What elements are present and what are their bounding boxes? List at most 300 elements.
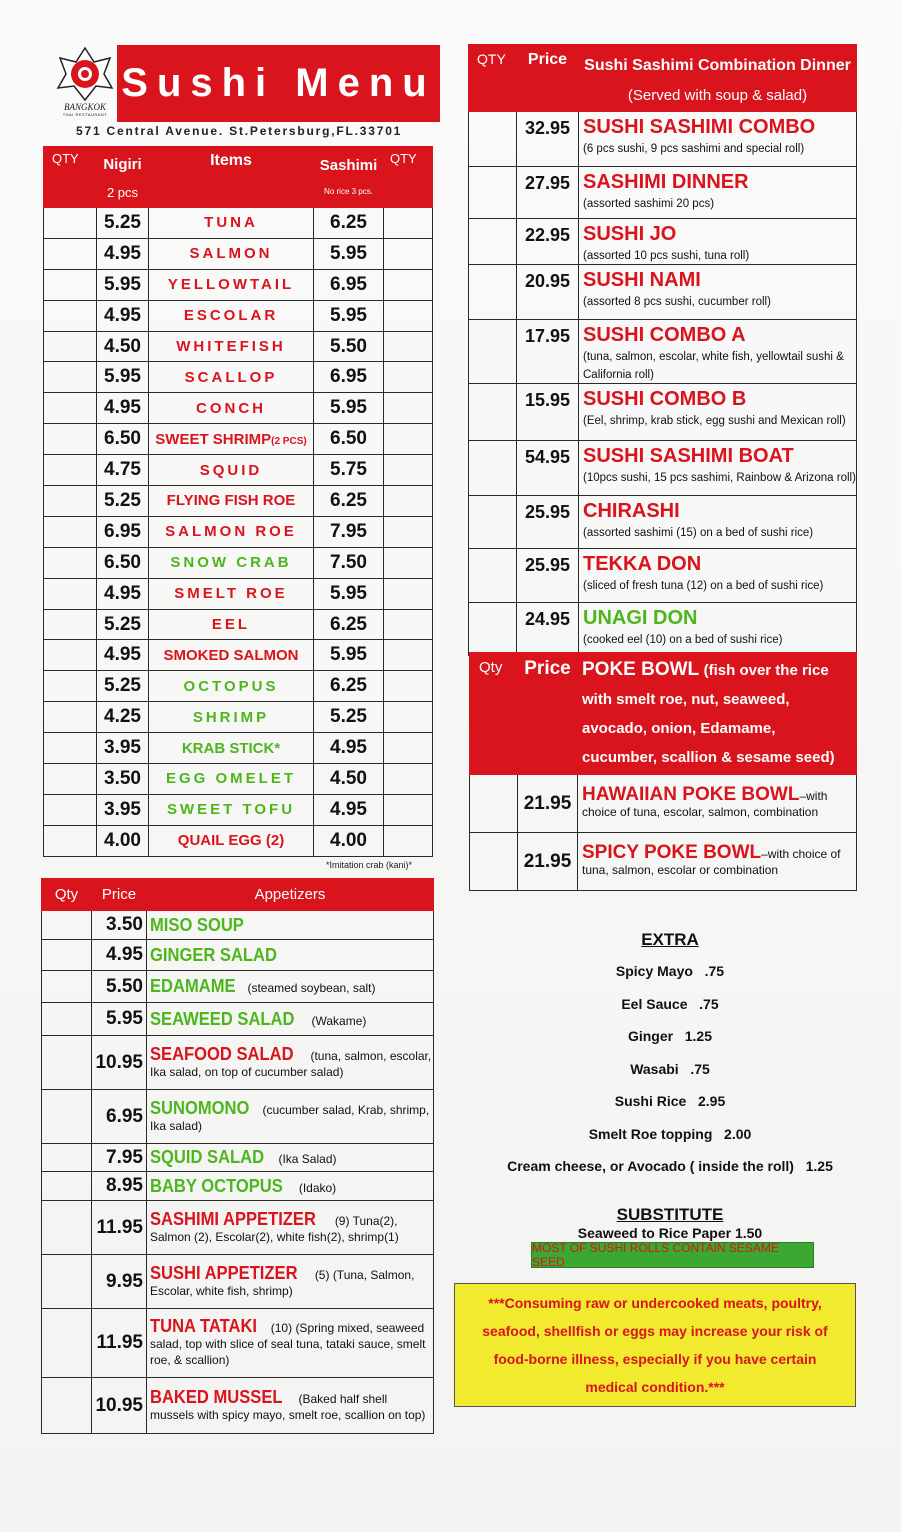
appetizer-qty-cell[interactable] (42, 1003, 92, 1036)
extras-section (480, 930, 860, 1241)
appetizer-row (42, 1309, 434, 1378)
appetizer-price: 4.95 (92, 940, 147, 971)
sashimi-price: 4.50 (314, 764, 384, 795)
nigiri-item-name: SNOW CRAB (170, 554, 292, 572)
poke-item (578, 775, 857, 833)
nigiri-item (149, 547, 314, 578)
combo-description: (Eel, shrimp, krab stick, egg sushi and Mexican roll) (583, 415, 846, 427)
combo-title: Sushi Sashimi Combination Dinner (584, 57, 851, 74)
sashimi-qty-cell[interactable] (384, 516, 433, 547)
poke-item (578, 833, 857, 891)
nigiri-item-name: SMELT ROE (174, 585, 288, 603)
extra-item: Spicy Mayo .75 (615, 963, 725, 979)
combo-price-header: Price (517, 45, 579, 112)
nigiri-price: 6.50 (97, 424, 149, 455)
nigiri-price: 4.75 (97, 455, 149, 486)
appetizer-price: 9.95 (92, 1255, 147, 1309)
sashimi-qty-cell[interactable] (384, 331, 433, 362)
sashimi-price: 5.50 (314, 331, 384, 362)
extra-item: Smelt Roe topping 2.00 (588, 1125, 752, 1142)
nigiri-row (44, 486, 433, 517)
nigiri-item (149, 702, 314, 733)
extras-list (480, 963, 860, 1191)
poke-price-header: Price (518, 653, 578, 775)
appetizer-qty-cell[interactable] (42, 971, 92, 1003)
nigiri-item-name: FLYING FISH ROE (166, 492, 296, 510)
appetizer-item (147, 1144, 434, 1172)
nigiri-qty-cell[interactable] (44, 547, 97, 578)
sashimi-price: 7.50 (314, 547, 384, 578)
combo-qty-cell[interactable] (469, 112, 517, 167)
nigiri-price: 3.95 (97, 733, 149, 764)
items-header: Items (149, 147, 314, 208)
combo-price: 24.95 (517, 603, 579, 656)
appetizer-item (147, 1309, 434, 1378)
nigiri-qty-cell[interactable] (44, 238, 97, 269)
nigiri-row (44, 269, 433, 300)
restaurant-address: 571 Central Avenue. St.Petersburg,FL.33701 (76, 124, 403, 138)
nigiri-qty-cell[interactable] (44, 455, 97, 486)
appetizer-qty-cell[interactable] (42, 1201, 92, 1255)
nigiri-qty-cell[interactable] (44, 208, 97, 239)
appetizer-qty-cell[interactable] (42, 1144, 92, 1172)
nigiri-row (44, 609, 433, 640)
combo-price: 25.95 (517, 496, 579, 549)
sashimi-price: 4.95 (314, 733, 384, 764)
appetizer-item (147, 1201, 434, 1255)
combo-qty-cell[interactable] (469, 219, 517, 265)
combo-qty-cell[interactable] (469, 167, 517, 219)
combo-item (579, 219, 857, 265)
sashimi-price: 6.95 (314, 269, 384, 300)
appetizer-qty-cell[interactable] (42, 1090, 92, 1144)
nigiri-item-name: SHRIMP (192, 708, 270, 726)
appetizers-header: Appetizers (147, 879, 434, 911)
nigiri-price: 3.50 (97, 764, 149, 795)
nigiri-rows (44, 208, 433, 857)
sashimi-header-sub: No rice 3 pcs. (324, 187, 373, 196)
nigiri-qty-cell[interactable] (44, 516, 97, 547)
nigiri-row (44, 362, 433, 393)
nigiri-item (149, 362, 314, 393)
logo-subtext: THAI RESTAURANT (62, 112, 108, 117)
appetizer-qty-cell[interactable] (42, 1172, 92, 1201)
appetizer-qty-cell[interactable] (42, 1309, 92, 1378)
restaurant-logo (54, 44, 116, 120)
nigiri-price: 6.95 (97, 516, 149, 547)
combo-subtitle: (Served with soup & salad) (627, 87, 808, 104)
nigiri-qty-cell[interactable] (44, 424, 97, 455)
sashimi-qty-cell[interactable] (384, 794, 433, 825)
nigiri-item-name: CONCH (196, 399, 266, 417)
combo-price: 32.95 (517, 112, 579, 167)
appetizer-qty-cell[interactable] (42, 940, 92, 971)
combo-qty-header: QTY (469, 45, 517, 112)
nigiri-item (149, 609, 314, 640)
combo-price: 17.95 (517, 320, 579, 384)
combo-price: 22.95 (517, 219, 579, 265)
appetizer-description: (Baked half shell mussels with spicy mayo, smelt roe, scallion on top) (150, 1391, 426, 1422)
combo-row (469, 265, 857, 320)
sashimi-qty-cell[interactable] (384, 300, 433, 331)
poke-name: HAWAIIAN POKE BOWL (582, 784, 800, 805)
appetizer-price: 5.50 (92, 971, 147, 1003)
nigiri-price: 5.25 (97, 671, 149, 702)
nigiri-row (44, 671, 433, 702)
appetizer-item (147, 971, 434, 1003)
nigiri-price: 5.95 (97, 362, 149, 393)
sashimi-price: 5.75 (314, 455, 384, 486)
appetizer-qty-header: Qty (42, 879, 92, 911)
poke-qty-cell[interactable] (470, 775, 518, 833)
appetizer-name: GINGER SALAD (150, 944, 277, 965)
sashimi-qty-cell[interactable] (384, 424, 433, 455)
appetizer-row (42, 1036, 434, 1090)
appetizer-row (42, 911, 434, 940)
poke-bowl-table (469, 652, 857, 891)
appetizer-name: SUSHI APPETIZER (150, 1262, 298, 1283)
sashimi-price: 5.95 (314, 640, 384, 671)
nigiri-item (149, 331, 314, 362)
appetizer-item (147, 1090, 434, 1144)
combo-name: SUSHI COMBO A (583, 324, 746, 346)
combo-row (469, 496, 857, 549)
nigiri-price: 4.50 (97, 331, 149, 362)
appetizer-rows (42, 911, 434, 1434)
combo-name: SUSHI COMBO B (583, 388, 747, 410)
nigiri-qty-cell[interactable] (44, 578, 97, 609)
nigiri-item-name: SMOKED SALMON (163, 646, 299, 664)
combo-name: SUSHI SASHIMI BOAT (583, 445, 794, 467)
appetizer-price: 11.95 (92, 1309, 147, 1378)
nigiri-row (44, 794, 433, 825)
nigiri-price: 4.95 (97, 393, 149, 424)
appetizer-name: EDAMAME (150, 976, 236, 996)
sashimi-qty-cell[interactable] (384, 764, 433, 795)
combo-name: SASHIMI DINNER (583, 171, 749, 193)
combo-qty-cell[interactable] (469, 265, 517, 320)
nigiri-row (44, 547, 433, 578)
appetizer-description: (9) Tuna(2), Salmon (2), Escolar(2), white fish(2), shrimp(1) (150, 1213, 399, 1244)
combination-dinner-table (468, 44, 857, 656)
sashimi-price: 5.25 (314, 702, 384, 733)
nigiri-row (44, 238, 433, 269)
nigiri-price: 4.00 (97, 825, 149, 856)
combo-price: 27.95 (517, 167, 579, 219)
sashimi-price: 6.50 (314, 424, 384, 455)
nigiri-item-name: SALMON ROE (165, 523, 297, 541)
combo-description: (cooked eel (10) on a bed of sushi rice) (583, 634, 783, 646)
nigiri-row (44, 516, 433, 547)
nigiri-row (44, 393, 433, 424)
combo-row (469, 320, 857, 384)
sashimi-header (314, 147, 384, 208)
poke-header (578, 653, 857, 775)
sashimi-qty-cell[interactable] (384, 609, 433, 640)
appetizer-row (42, 971, 434, 1003)
nigiri-qty-cell[interactable] (44, 702, 97, 733)
appetizer-item (147, 940, 434, 971)
nigiri-header-sub: 2 pcs (106, 185, 139, 200)
appetizer-name: BAKED MUSSEL (150, 1386, 283, 1407)
nigiri-item-name: SQUID (199, 461, 263, 479)
nigiri-qty-cell[interactable] (44, 362, 97, 393)
imitation-crab-footnote: *Imitation crab (kani)* (326, 860, 413, 870)
nigiri-item (149, 208, 314, 239)
nigiri-item (149, 794, 314, 825)
nigiri-qty-cell[interactable] (44, 794, 97, 825)
appetizer-row (42, 940, 434, 971)
nigiri-item (149, 455, 314, 486)
nigiri-price: 4.95 (97, 238, 149, 269)
combo-item (579, 549, 857, 603)
nigiri-qty-cell[interactable] (44, 733, 97, 764)
appetizer-row (42, 1378, 434, 1434)
nigiri-price: 4.95 (97, 300, 149, 331)
nigiri-qty-cell[interactable] (44, 269, 97, 300)
extra-item: Eel Sauce .75 (621, 995, 719, 1012)
nigiri-price: 4.25 (97, 702, 149, 733)
combo-item (579, 265, 857, 320)
nigiri-item (149, 825, 314, 856)
nigiri-item-name: SALMON (189, 245, 273, 263)
sashimi-qty-cell[interactable] (384, 702, 433, 733)
appetizer-item (147, 1036, 434, 1090)
sashimi-qty-cell[interactable] (384, 208, 433, 239)
appetizer-qty-cell[interactable] (42, 1255, 92, 1309)
appetizer-name: SQUID SALAD (150, 1147, 265, 1167)
sashimi-qty-cell[interactable] (384, 362, 433, 393)
nigiri-qty-cell[interactable] (44, 671, 97, 702)
appetizer-item (147, 1378, 434, 1434)
poke-description: –with choice of tuna, escolar, salmon, combination (582, 789, 828, 819)
poke-row (470, 775, 857, 833)
nigiri-item (149, 671, 314, 702)
appetizer-price: 6.95 (92, 1090, 147, 1144)
sashimi-price: 5.95 (314, 238, 384, 269)
combo-qty-cell[interactable] (469, 496, 517, 549)
combo-description: (tuna, salmon, escolar, white fish, yellowtail sushi & California roll) (583, 351, 844, 381)
sashimi-price: 6.25 (314, 208, 384, 239)
combo-price: 25.95 (517, 549, 579, 603)
nigiri-row (44, 208, 433, 239)
nigiri-item (149, 486, 314, 517)
combo-rows (469, 112, 857, 656)
combo-item (579, 112, 857, 167)
appetizer-item (147, 1003, 434, 1036)
sashimi-qty-cell[interactable] (384, 486, 433, 517)
combo-item (579, 167, 857, 219)
extra-item: Cream cheese, or Avocado ( inside the roll) 1.25 (507, 1158, 833, 1174)
combo-item (579, 320, 857, 384)
poke-qty-cell[interactable] (470, 833, 518, 891)
nigiri-item (149, 424, 314, 455)
combo-price: 54.95 (517, 441, 579, 496)
sesame-allergy-note: MOST OF SUSHI ROLLS CONTAIN SESAME SEED (531, 1242, 814, 1268)
nigiri-item (149, 640, 314, 671)
nigiri-qty-cell[interactable] (44, 486, 97, 517)
nigiri-item (149, 764, 314, 795)
appetizer-name: BABY OCTOPUS (150, 1175, 283, 1196)
nigiri-qty-cell[interactable] (44, 764, 97, 795)
nigiri-qty-header: QTY (44, 147, 97, 208)
sashimi-qty-cell[interactable] (384, 733, 433, 764)
combo-qty-cell[interactable] (469, 384, 517, 441)
sashimi-qty-cell[interactable] (384, 825, 433, 856)
appetizer-qty-cell[interactable] (42, 1036, 92, 1090)
appetizer-price: 10.95 (92, 1378, 147, 1434)
nigiri-item (149, 578, 314, 609)
sashimi-qty-cell[interactable] (384, 547, 433, 578)
nigiri-item (149, 238, 314, 269)
nigiri-sashimi-table (43, 146, 433, 857)
combo-qty-cell[interactable] (469, 549, 517, 603)
poke-price: 21.95 (518, 833, 578, 891)
combo-row (469, 603, 857, 656)
nigiri-price: 5.95 (97, 269, 149, 300)
nigiri-row (44, 764, 433, 795)
extra-item: Ginger 1.25 (627, 1028, 713, 1044)
menu-title: Sushi Menu (117, 45, 440, 122)
sashimi-price: 5.95 (314, 578, 384, 609)
combo-item (579, 603, 857, 656)
nigiri-qty-cell[interactable] (44, 393, 97, 424)
sashimi-qty-cell[interactable] (384, 671, 433, 702)
appetizer-name: SEAFOOD SALAD (150, 1043, 294, 1064)
appetizer-description: (Wakame) (311, 1013, 367, 1028)
nigiri-item-name: EEL (211, 616, 251, 634)
appetizer-description: (Idako) (298, 1180, 337, 1195)
combo-description: (10pcs sushi, 15 pcs sashimi, Rainbow & Arizona roll) (583, 472, 856, 484)
sashimi-qty-cell[interactable] (384, 640, 433, 671)
appetizers-table (41, 878, 434, 1434)
nigiri-qty-cell[interactable] (44, 331, 97, 362)
nigiri-item-name: WHITEFISH (176, 338, 286, 355)
combo-description: (assorted 8 pcs sushi, cucumber roll) (583, 296, 771, 308)
combo-description: (6 pcs sushi, 9 pcs sashimi and special roll) (583, 143, 805, 155)
appetizer-description: (5) (Tuna, Salmon, Escolar, white fish, shrimp) (150, 1267, 415, 1298)
nigiri-price: 5.25 (97, 208, 149, 239)
nigiri-item-name: QUAIL EGG (2) (177, 832, 285, 850)
appetizer-description: (tuna, salmon, escolar, Ika salad, on top of cucumber salad) (150, 1048, 432, 1079)
nigiri-item (149, 300, 314, 331)
sashimi-price: 6.25 (314, 486, 384, 517)
combo-row (469, 219, 857, 265)
nigiri-item-note: (2 PCS) (271, 435, 307, 447)
appetizer-price: 10.95 (92, 1036, 147, 1090)
nigiri-item-name: EGG OMELET (165, 770, 296, 788)
nigiri-item-name: OCTOPUS (183, 677, 279, 695)
nigiri-item-name: SWEET SHRIMP (155, 430, 272, 448)
appetizer-description: (cucumber salad, Krab, shrimp, Ika salad) (150, 1102, 430, 1133)
sashimi-price: 5.95 (314, 393, 384, 424)
combo-qty-cell[interactable] (469, 603, 517, 656)
extras-title: EXTRA (641, 930, 699, 949)
raw-food-warning: ***Consuming raw or undercooked meats, poultry, seafood, shellfish or eggs may increase your risk of food-borne illness, especially if you have certain medical condition.*** (454, 1283, 856, 1407)
appetizer-description: (10) (Spring mixed, seaweed salad, top with slice of seal tuna, tataki sauce, smelt roe, & scallion) (150, 1321, 426, 1367)
combo-row (469, 112, 857, 167)
appetizer-item (147, 911, 434, 940)
sashimi-qty-cell[interactable] (384, 455, 433, 486)
sashimi-price: 7.95 (314, 516, 384, 547)
sashimi-qty-cell[interactable] (384, 238, 433, 269)
combo-name: TEKKA DON (583, 553, 702, 575)
nigiri-row (44, 331, 433, 362)
appetizer-price: 3.50 (92, 911, 147, 940)
appetizer-qty-cell[interactable] (42, 911, 92, 940)
combo-row (469, 441, 857, 496)
sashimi-qty-cell[interactable] (384, 269, 433, 300)
nigiri-item-name: ESCOLAR (183, 307, 279, 325)
nigiri-row (44, 424, 433, 455)
sashimi-qty-cell[interactable] (384, 393, 433, 424)
sashimi-price: 6.95 (314, 362, 384, 393)
sashimi-qty-header: QTY (384, 147, 433, 208)
nigiri-row (44, 578, 433, 609)
nigiri-price: 4.95 (97, 640, 149, 671)
appetizer-item (147, 1255, 434, 1309)
combo-qty-cell[interactable] (469, 320, 517, 384)
sashimi-price: 4.00 (314, 825, 384, 856)
poke-qty-header: Qty (470, 653, 518, 775)
appetizer-row (42, 1144, 434, 1172)
appetizer-row (42, 1090, 434, 1144)
combo-name: SUSHI SASHIMI COMBO (583, 116, 816, 138)
sashimi-price: 6.25 (314, 671, 384, 702)
appetizer-price-header: Price (92, 879, 147, 911)
nigiri-item-name: SWEET TOFU (166, 801, 296, 819)
sashimi-header-label: Sashimi (319, 157, 378, 174)
combo-item (579, 384, 857, 441)
nigiri-item-name: KRAB STICK* (181, 739, 281, 757)
nigiri-header-label: Nigiri (103, 156, 142, 173)
poke-description: (fish over the rice with smelt roe, nut, seaweed, avocado, onion, Edamame, cucumber, scallion & sesame seed) (582, 662, 835, 766)
extra-item: Wasabi .75 (630, 1060, 710, 1077)
appetizer-price: 11.95 (92, 1201, 147, 1255)
nigiri-row (44, 455, 433, 486)
combo-name: UNAGI DON (583, 607, 698, 629)
combo-row (469, 549, 857, 603)
nigiri-header (97, 147, 149, 208)
poke-price: 21.95 (518, 775, 578, 833)
combo-qty-cell[interactable] (469, 441, 517, 496)
appetizer-price: 5.95 (92, 1003, 147, 1036)
poke-title: POKE BOWL (582, 659, 700, 680)
appetizer-row (42, 1201, 434, 1255)
nigiri-qty-cell[interactable] (44, 300, 97, 331)
nigiri-qty-cell[interactable] (44, 640, 97, 671)
combo-price: 20.95 (517, 265, 579, 320)
poke-name: SPICY POKE BOWL (582, 842, 762, 863)
appetizer-item (147, 1172, 434, 1201)
extra-item: Sushi Rice 2.95 (614, 1093, 726, 1109)
nigiri-qty-cell[interactable] (44, 609, 97, 640)
combo-row (469, 167, 857, 219)
appetizer-name: SEAWEED SALAD (150, 1008, 295, 1029)
nigiri-item (149, 733, 314, 764)
nigiri-row (44, 702, 433, 733)
nigiri-price: 5.25 (97, 486, 149, 517)
combo-description: (assorted 10 pcs sushi, tuna roll) (583, 250, 750, 262)
appetizer-name: SUNOMONO (150, 1097, 250, 1118)
sashimi-qty-cell[interactable] (384, 578, 433, 609)
appetizer-qty-cell[interactable] (42, 1378, 92, 1434)
appetizer-row (42, 1255, 434, 1309)
nigiri-qty-cell[interactable] (44, 825, 97, 856)
nigiri-item (149, 516, 314, 547)
combo-name: CHIRASHI (583, 500, 680, 522)
combo-row (469, 384, 857, 441)
